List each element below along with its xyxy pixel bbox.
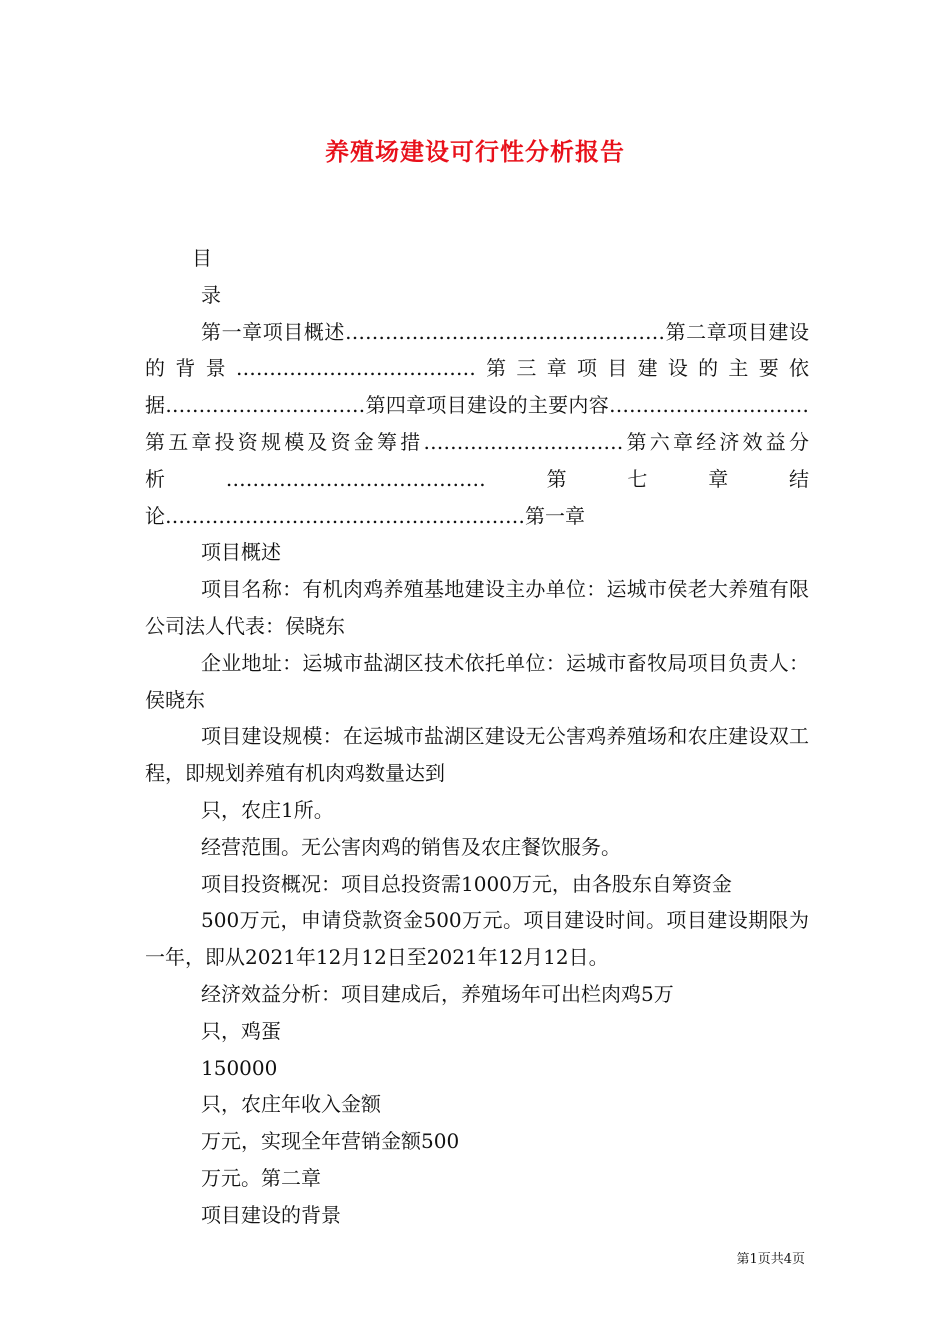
farm-count-paragraph: 只，农庄1所。: [201, 797, 334, 822]
toc-heading-first: 目: [192, 246, 212, 270]
chapter-2-marker: 万元。第二章: [201, 1165, 321, 1190]
document-body: [145, 240, 809, 1234]
project-name-paragraph: 项目名称：有机肉鸡养殖基地建设主办单位：运城市侯老大养殖有限公司法人代表：侯晓东: [145, 577, 809, 638]
chapter-1-heading: 项目概述: [201, 540, 281, 565]
page-number: 第1页共4页: [736, 1252, 805, 1267]
business-scope-paragraph: 经营范围。无公害肉鸡的销售及农庄餐饮服务。: [201, 834, 621, 859]
sales-amount-paragraph: 万元，实现全年营销金额500: [201, 1129, 460, 1154]
economic-benefit-paragraph: 经济效益分析：项目建成后，养殖场年可出栏肉鸡5万: [201, 981, 674, 1006]
chapter-2-heading: 项目建设的背景: [201, 1202, 341, 1227]
table-of-contents: 第一章项目概述…………………………………………第二章项目建设的背景………………………………第三章项目建设的主要依据…………………………第四章项目建设的主要内容…………………………第五章投资规模及资金筹措…………………………第六章经济效益分析…………………………………第七章结论………………………………………………第一章: [145, 319, 809, 528]
farm-income-paragraph: 只，农庄年收入金额: [201, 1092, 381, 1117]
eggs-paragraph: 只，鸡蛋: [201, 1018, 281, 1043]
toc-heading-second: 录: [201, 282, 221, 307]
funding-schedule-paragraph: 500万元，申请贷款资金500万元。项目建设时间。项目建设期限为一年，即从2021年12月12日至2021年12月12日。: [145, 908, 809, 970]
page-title: 养殖场建设可行性分析报告: [325, 137, 625, 166]
construction-scale-paragraph: 项目建设规模：在运城市盐湖区建设无公害鸡养殖场和农庄建设双工程，即规划养殖有机肉鸡数量达到: [145, 724, 809, 786]
company-address-paragraph: 企业地址：运城市盐湖区技术依托单位：运城市畜牧局项目负责人：侯晓东: [145, 650, 809, 712]
investment-overview-paragraph: 项目投资概况：项目总投资需1000万元，由各股东自筹资金: [201, 871, 732, 896]
egg-count-paragraph: 150000: [201, 1055, 278, 1080]
